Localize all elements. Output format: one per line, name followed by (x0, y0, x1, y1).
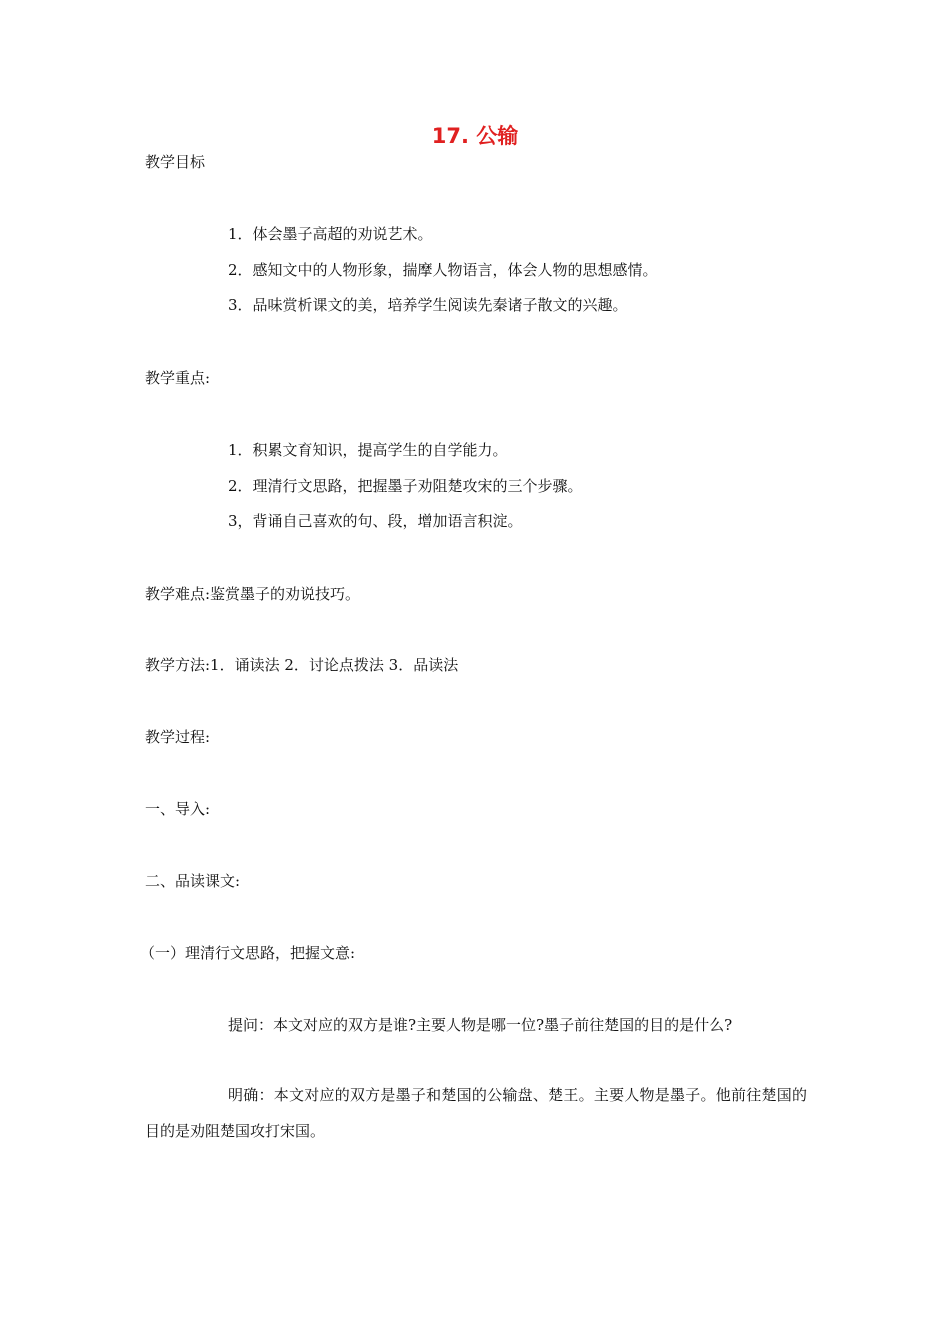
difficulty-line: 教学难点:鉴赏墨子的劝说技巧。 (145, 585, 361, 603)
key-point-item-3: 3，背诵自己喜欢的句、段，增加语言积淀。 (228, 512, 523, 530)
section-intro: 一、导入: (145, 800, 211, 818)
answer-paragraph: 明确：本文对应的双方是墨子和楚国的公输盘、楚王。主要人物是墨子。他前往楚国的目的是劝阻楚国攻打宋国。 (145, 1086, 807, 1140)
key-point-item-1: 1．积累文育知识，提高学生的自学能力。 (228, 441, 508, 459)
key-point-item-2: 2．理清行文思路，把握墨子劝阻楚攻宋的三个步骤。 (228, 477, 583, 495)
objective-item-3: 3．品味赏析课文的美，培养学生阅读先秦诸子散文的兴趣。 (228, 296, 628, 314)
process-heading: 教学过程: (145, 728, 211, 746)
question-paragraph: 提问：本文对应的双方是谁?主要人物是哪一位?墨子前往楚国的目的是什么? (228, 1016, 733, 1034)
objectives-heading: 教学目标 (145, 153, 206, 171)
methods-line: 教学方法:1．诵读法 2．讨论点拨法 3．品读法 (145, 656, 459, 674)
section-reading: 二、品读课文: (145, 872, 241, 890)
objective-item-2: 2．感知文中的人物形象，揣摩人物语言，体会人物的思想感情。 (228, 261, 658, 279)
key-points-heading: 教学重点: (145, 369, 211, 387)
objective-item-1: 1．体会墨子高超的劝说艺术。 (228, 225, 433, 243)
subsection-structure: （一）理清行文思路，把握文意: (140, 944, 356, 962)
document-title: 17. 公输 (431, 124, 519, 148)
